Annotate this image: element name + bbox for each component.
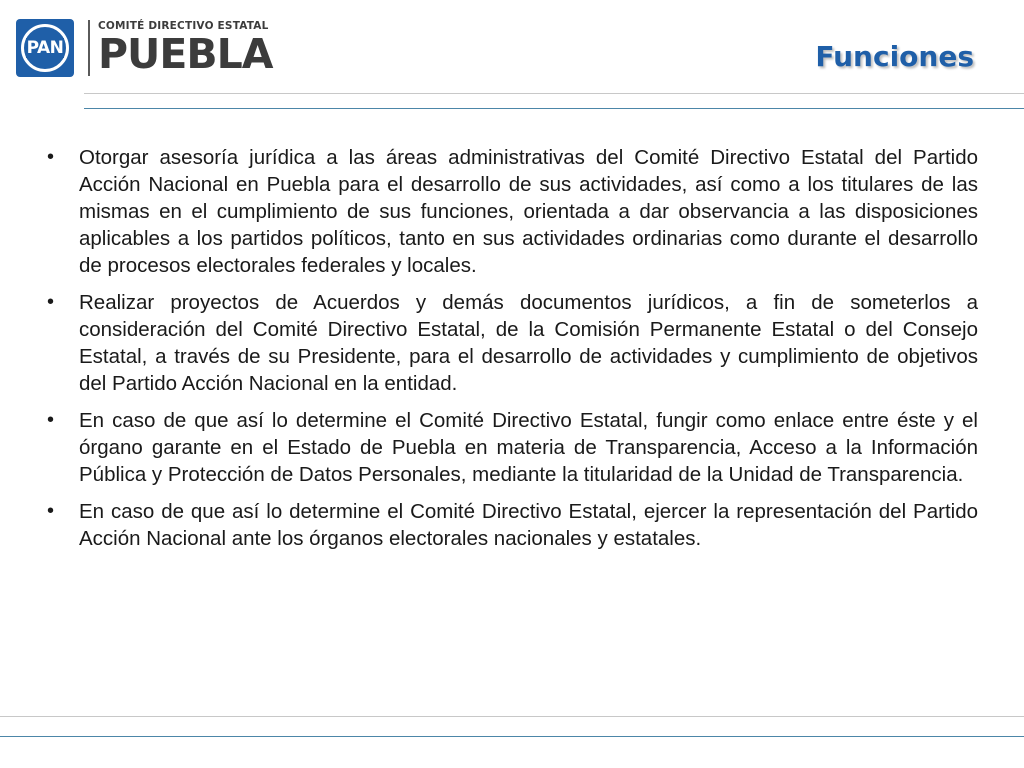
list-item-text: En caso de que así lo determine el Comité Directivo Estatal, fungir como enlace entre éste y el órgano garante en el Estado de Puebla en materia de Transparencia, Acceso a la Información Pública y Protección de Datos Personales, mediante la titularidad de la Unidad de Transparencia. [79, 409, 978, 486]
bullet-icon: • [47, 500, 55, 522]
list-item-text: En caso de que así lo determine el Comité Directivo Estatal, ejercer la representación del Partido Acción Nacional ante los órganos electorales nacionales y estatales. [79, 500, 978, 550]
header-divider-gray [84, 93, 1024, 94]
logo-title: PUEBLA [98, 30, 273, 79]
pan-logo-mark [16, 19, 74, 77]
page-title: Funciones [815, 40, 974, 73]
logo-divider [88, 20, 90, 76]
logo-wordmark [98, 19, 273, 79]
logo-subtitle: COMITÉ DIRECTIVO ESTATAL [98, 19, 269, 32]
pan-puebla-logo [16, 18, 272, 78]
pan-logo-text: PAN [26, 38, 64, 58]
list-item [44, 407, 978, 488]
bullet-icon: • [47, 409, 55, 431]
footer-divider-gray [0, 716, 1024, 717]
header-divider-blue [84, 108, 1024, 109]
list-item-text: Realizar proyectos de Acuerdos y demás documentos jurídicos, a fin de someterlos a consideración del Comité Directivo Estatal, de la Comisión Permanente Estatal o del Consejo Estatal, a través de su Presidente, para el desarrollo de actividades y cumplimiento de objetivos del Partido Acción Nacional en la entidad. [79, 291, 978, 395]
list-item-text: Otorgar asesoría jurídica a las áreas administrativas del Comité Directivo Estatal del Partido Acción Nacional en Puebla para el desarrollo de sus actividades, así como a los titulares de las mismas en el cumplimiento de sus funciones, orientada a dar observancia a las disposiciones aplicables a los partidos políticos, tanto en sus actividades ordinarias como durante el desarrollo de procesos electorales federales y locales. [79, 146, 978, 277]
list-item [44, 144, 978, 279]
functions-list [44, 144, 978, 562]
footer-divider-blue [0, 736, 1024, 737]
bullet-icon: • [47, 291, 55, 313]
bullet-icon: • [47, 146, 55, 168]
list-item [44, 289, 978, 397]
list-item [44, 498, 978, 552]
